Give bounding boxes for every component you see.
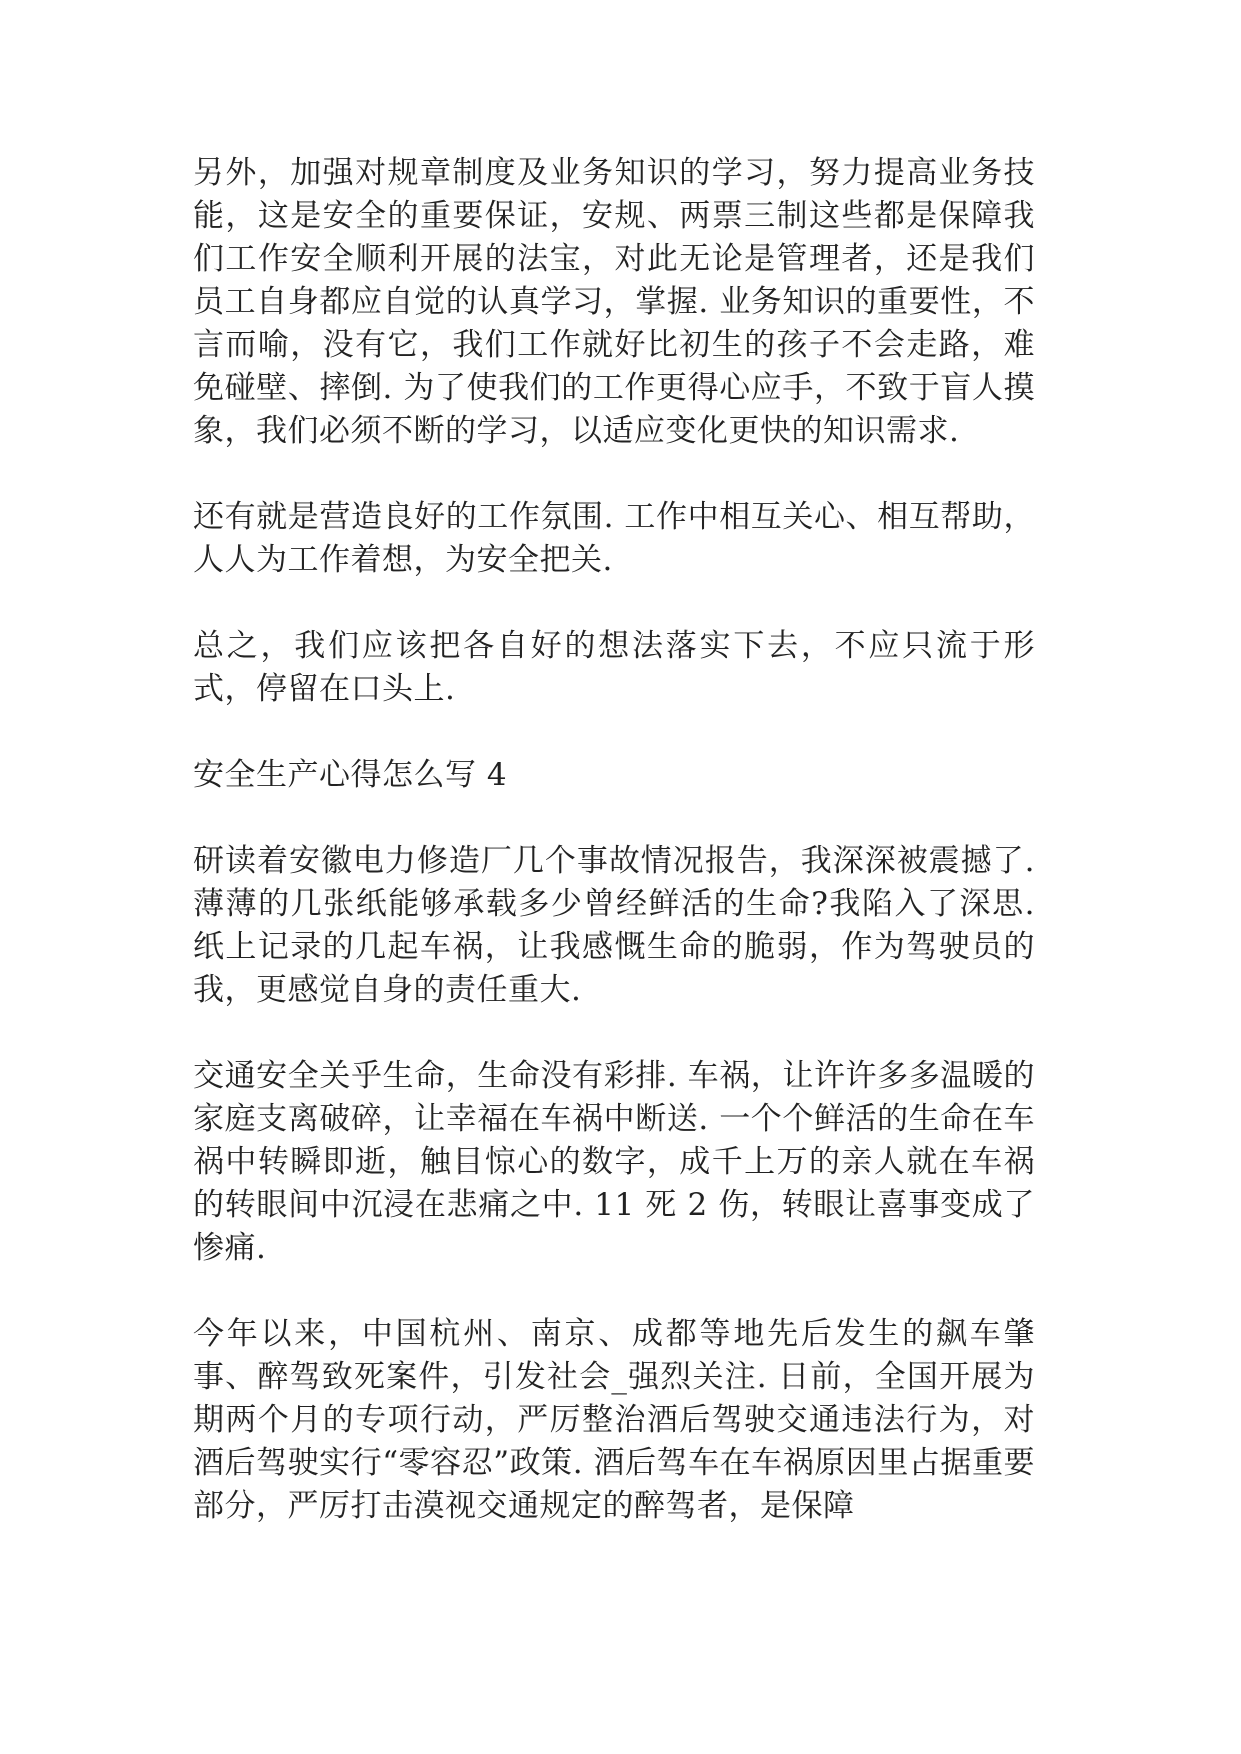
paragraph-conclusion: 总之，我们应该把各自好的想法落实下去，不应只流于形式，停留在口头上. [193,628,1035,707]
document-body [193,152,1035,1571]
paragraph-drunk-driving: 今年以来，中国杭州、南京、成都等地先后发生的飙车肇事、醉驾致死案件，引发社会_强烈关注. 日前，全国开展为期两个月的专项行动，严厉整治酒后驾驶交通违法行为，对酒后驾驶实行“零容忍”政策. 酒后驾车在车祸原因里占据重要部分，严厉打击漠视交通规定的醉驾者，是保障 [193,1316,1035,1524]
paragraph-traffic-safety: 交通安全关乎生命，生命没有彩排. 车祸，让许许多多温暖的家庭支离破碎，让幸福在车祸中断送. 一个个鲜活的生命在车祸中转瞬即逝，触目惊心的数字，成千上万的亲人就在车祸的转眼间中沉浸在悲痛之中. 11 死 2 伤，转眼让喜事变成了惨痛. [193,1058,1035,1266]
section-heading: 安全生产心得怎么写 4 [193,757,508,793]
paragraph-study-regulations: 另外，加强对规章制度及业务知识的学习，努力提高业务技能，这是安全的重要保证，安规、两票三制这些都是保障我们工作安全顺利开展的法宝，对此无论是管理者，还是我们员工自身都应自觉的认真学习，掌握. 业务知识的重要性，不言而喻，没有它，我们工作就好比初生的孩子不会走路，难免碰壁、摔倒. 为了使我们的工作更得心应手，不致于盲人摸象，我们必须不断的学习，以适应变化更快的知识需求. [193,155,1035,449]
paragraph-accident-reports: 研读着安徽电力修造厂几个事故情况报告，我深深被震撼了. 薄薄的几张纸能够承载多少曾经鲜活的生命?我陷入了深思. 纸上记录的几起车祸，让我感慨生命的脆弱，作为驾驶员的我，更感觉自身的责任重大. [193,843,1035,1008]
paragraph-work-atmosphere: 还有就是营造良好的工作氛围. 工作中相互关心、相互帮助，人人为工作着想，为安全把关. [193,499,1035,578]
